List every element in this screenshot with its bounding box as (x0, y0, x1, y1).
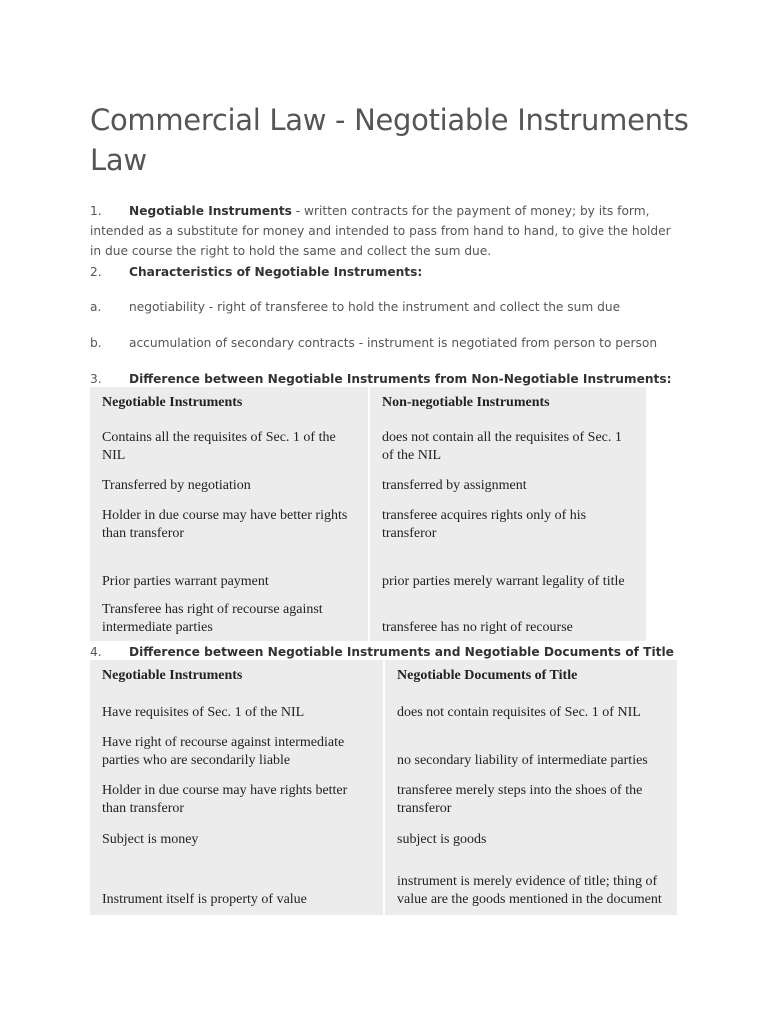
table-cell: prior parties merely warrant legality of title (368, 543, 646, 591)
item-2 (90, 262, 680, 282)
table-cell: Holder in due course may have better rights than transferor (102, 508, 348, 541)
item-1 (90, 201, 680, 261)
table-row (90, 722, 677, 770)
table-cell: Transferee has right of recourse against intermediate parties (102, 602, 323, 635)
table-header-cell: Negotiable Instruments (102, 395, 243, 410)
table-cell: Instrument itself is property of value (102, 892, 307, 907)
item-2a-letter: a. (90, 300, 102, 314)
table-row (90, 692, 677, 722)
item-2a (90, 297, 680, 317)
item-3-number: 3. (90, 372, 102, 386)
item-4-heading: Difference between Negotiable Instruments and Negotiable Documents of Title (129, 645, 674, 659)
table-row (90, 591, 646, 641)
table-row (90, 419, 646, 465)
table-cell: instrument is merely evidence of title; thing of value are the goods mentioned in the document (383, 849, 677, 915)
table-row (90, 543, 646, 591)
table-cell: transferee acquires rights only of his transferor (368, 495, 646, 543)
item-2-heading: Characteristics of Negotiable Instruments: (129, 265, 423, 279)
table-cell: Subject is money (102, 832, 199, 847)
item-2a-text: negotiability - right of transferee to hold the instrument and collect the sum due (129, 300, 621, 314)
table-cell: Transferred by negotiation (102, 478, 251, 493)
item-3-heading: Difference between Negotiable Instruments from Non-Negotiable Instruments: (129, 372, 672, 386)
table-header-cell: Negotiable Instruments (102, 668, 243, 683)
item-4-number: 4. (90, 645, 102, 659)
table-header-cell: Non-negotiable Instruments (368, 387, 646, 419)
table-cell: Have requisites of Sec. 1 of the NIL (102, 705, 305, 720)
item-2-number: 2. (90, 265, 102, 279)
item-3 (90, 369, 680, 389)
item-1-term: Negotiable Instruments (129, 204, 292, 218)
item-1-number: 1. (90, 204, 102, 218)
table-header-cell: Negotiable Documents of Title (383, 660, 677, 692)
comparison-table-1 (90, 387, 646, 641)
page-title: Commercial Law - Negotiable Instruments Law (90, 103, 689, 177)
table-cell: no secondary liability of intermediate parties (383, 722, 677, 770)
table-cell: does not contain all the requisites of Sec. 1 of the NIL (368, 419, 646, 465)
table-cell: does not contain requisites of Sec. 1 of NIL (383, 692, 677, 722)
item-2b-letter: b. (90, 336, 102, 350)
table-cell: Holder in due course may have rights better than transferor (102, 783, 348, 816)
table-header-row (90, 387, 646, 419)
item-2b-text: accumulation of secondary contracts - instrument is negotiated from person to person (129, 336, 658, 350)
table-cell: transferee merely steps into the shoes of the transferor (383, 770, 677, 818)
table-cell: transferee has no right of recourse (368, 591, 646, 641)
table-row (90, 465, 646, 495)
table-row (90, 818, 677, 849)
table-cell: transferred by assignment (368, 465, 646, 495)
table-header-row (90, 660, 677, 692)
item-1-text: - written contracts for the payment of money; by its form, intended as a substitute for money and intended to pass from hand to hand, to give the holder in due course the right to hold the same and collect the sum due. (90, 204, 671, 258)
table-cell: Prior parties warrant payment (102, 574, 269, 589)
table-cell: Contains all the requisites of Sec. 1 of the NIL (102, 430, 336, 463)
comparison-table-2 (90, 660, 677, 915)
table-row (90, 495, 646, 543)
item-2b (90, 333, 680, 353)
item-4 (90, 642, 680, 662)
table-cell: Have right of recourse against intermediate parties who are secondarily liable (102, 735, 345, 768)
table-row (90, 849, 677, 915)
table-cell: subject is goods (383, 818, 677, 849)
table-row (90, 770, 677, 818)
